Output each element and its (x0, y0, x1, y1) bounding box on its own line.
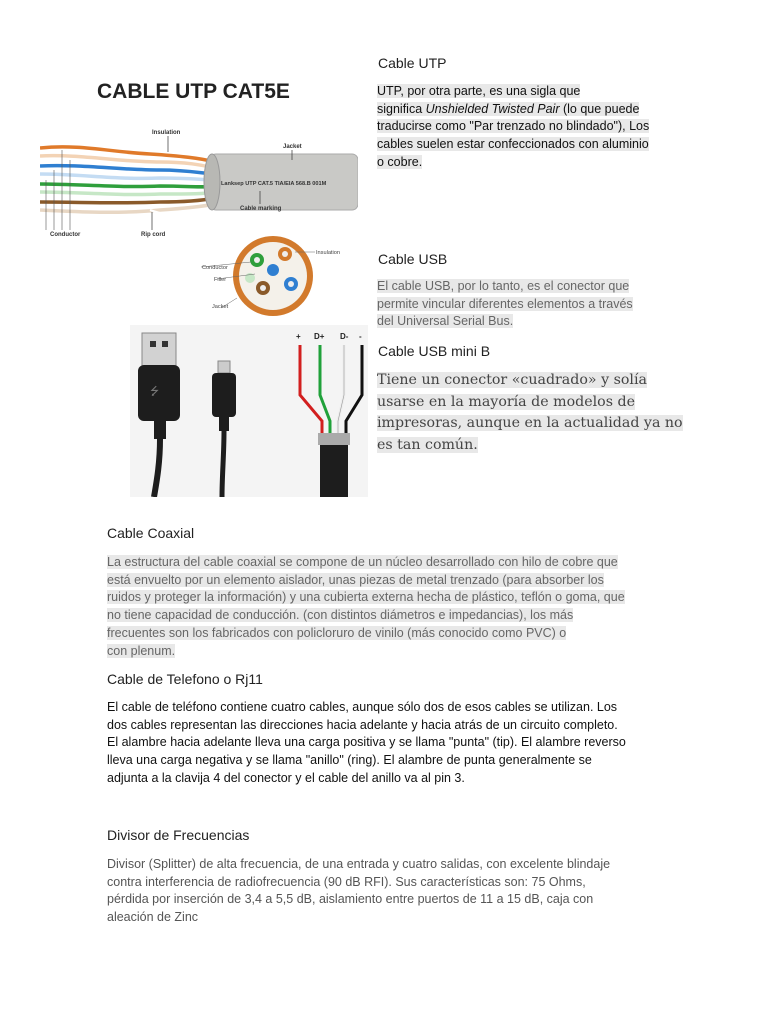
xsec-label-filler: Filler (214, 277, 227, 283)
usb-line-1: El cable USB, por lo tanto, es el conector que (377, 279, 630, 293)
usb-line-3: del Universal Serial Bus. (377, 314, 514, 329)
rj11-line-2: dos cables representan las direcciones hacia adelante y hacia atrás de un circuito completo. (107, 717, 618, 732)
usb-pin-plus: + (296, 332, 301, 341)
coaxial-line-4: no tiene capacidad de conducción. (con distintos diámetros e impedancias), los más (107, 608, 574, 623)
usb-mini-line-3: impresoras, aunque en la actualidad ya no (377, 415, 683, 431)
divisor-line-3: pérdida por inserción de 3,4 a 5,5 dB, aislamiento entre puertos de 11 a 15 dB, caja con (107, 892, 594, 907)
utp-line-1: UTP, por otra parte, es una sigla que (377, 84, 581, 98)
xsec-label-insulation: Insulation (316, 250, 340, 256)
utp-label-insulation: Insulation (152, 130, 181, 136)
usb-pin-dminus: D- (340, 332, 349, 341)
coaxial-description (107, 554, 697, 660)
heading-cable-utp: Cable UTP (378, 55, 447, 71)
utp-cross-section-illustration (195, 232, 355, 322)
heading-divisor-frecuencias: Divisor de Frecuencias (107, 827, 250, 843)
usb-description (377, 278, 677, 331)
heading-cable-coaxial: Cable Coaxial (107, 525, 195, 541)
coaxial-line-5: frecuentes son los fabricados con policloruro de vinilo (más conocido como PVC) o (107, 625, 567, 640)
divisor-line-1: Divisor (Splitter) de alta frecuencia, de una entrada y cuatro salidas, con excelente blindaje (107, 857, 611, 871)
utp-wires (40, 147, 220, 217)
utp-line-2: significa Unshielded Twisted Pair (lo que puede (377, 101, 640, 116)
divisor-description (107, 856, 707, 927)
heading-cable-telefono-rj11: Cable de Telefono o Rj11 (107, 671, 263, 687)
usb-mini-description (377, 370, 697, 456)
coaxial-line-2: está envuelto por un elemento aislador, unas piezas de metal trenzado (para absorber los (107, 572, 604, 587)
coaxial-line-1: La estructura del cable coaxial se compone de un núcleo desarrollado con hilo de cobre que (107, 555, 618, 569)
usb-cable-figure (130, 325, 368, 497)
usb-pin-dplus: D+ (314, 332, 325, 341)
usb-mini-line-4: es tan común. (377, 436, 478, 453)
rj11-line-5: adjunta a la clavija 4 del conector y el cable del anillo va al pin 3. (107, 770, 465, 785)
usb-mini-line-2: usarse en la mayoría de modelos de (377, 393, 635, 410)
utp-jacket-text: Lanksep UTP CAT.5 TIA/EIA 568.B 001M (221, 181, 327, 187)
rj11-line-3: El alambre hacia adelante lleva una carga positiva y se llama "punta" (tip). El alambre reverso (107, 735, 626, 750)
rj11-description (107, 699, 707, 788)
utp-cross-section-figure (195, 232, 355, 322)
utp-line-5: o cobre. (377, 154, 423, 169)
utp-label-conductor: Conductor (50, 232, 81, 238)
rj11-line-1: El cable de teléfono contiene cuatro cables, aunque sólo dos de esos cables se utilizan. Los (107, 700, 618, 714)
coaxial-line-6: con plenum. (107, 643, 176, 658)
svg-text:⭍: ⭍ (150, 385, 160, 398)
xsec-label-conductor: Conductor (202, 265, 228, 271)
usb-mini-line-1: Tiene un conector «cuadrado» y solía (377, 372, 647, 388)
coaxial-line-3: ruidos y proteger la información) y una cubierta externa hecha de plástico, teflón o goma, que (107, 590, 625, 605)
utp-line-3: traducirse como "Par trenzado no blindado"), Los (377, 119, 650, 134)
heading-cable-usb-mini-b: Cable USB mini B (378, 343, 491, 359)
utp-description (377, 83, 687, 172)
usb-line-2: permite vincular diferentes elementos a través (377, 296, 633, 311)
utp-label-cable-marking: Cable marking (240, 206, 282, 212)
heading-cable-usb: Cable USB (378, 251, 448, 267)
utp-label-jacket: Jacket (283, 144, 302, 150)
utp-line-4: cables suelen estar confeccionados con aluminio (377, 137, 649, 152)
usb-cable-illustration (130, 325, 368, 497)
utp-label-rip-cord: Rip cord (141, 232, 166, 238)
rj11-line-4: lleva una carga negativa y se llama "anillo" (ring). El alambre de punta generalmente se (107, 753, 592, 768)
usb-pin-minus: - (359, 332, 362, 341)
xsec-label-jacket: Jacket (212, 304, 229, 310)
utp-figure-title: CABLE UTP CAT5E (97, 80, 290, 103)
divisor-line-2: contra interferencia de radiofrecuencia (90 dB RFI). Sus características son: 75 Ohms, (107, 874, 586, 889)
divisor-line-4: aleación de Zinc (107, 910, 199, 925)
